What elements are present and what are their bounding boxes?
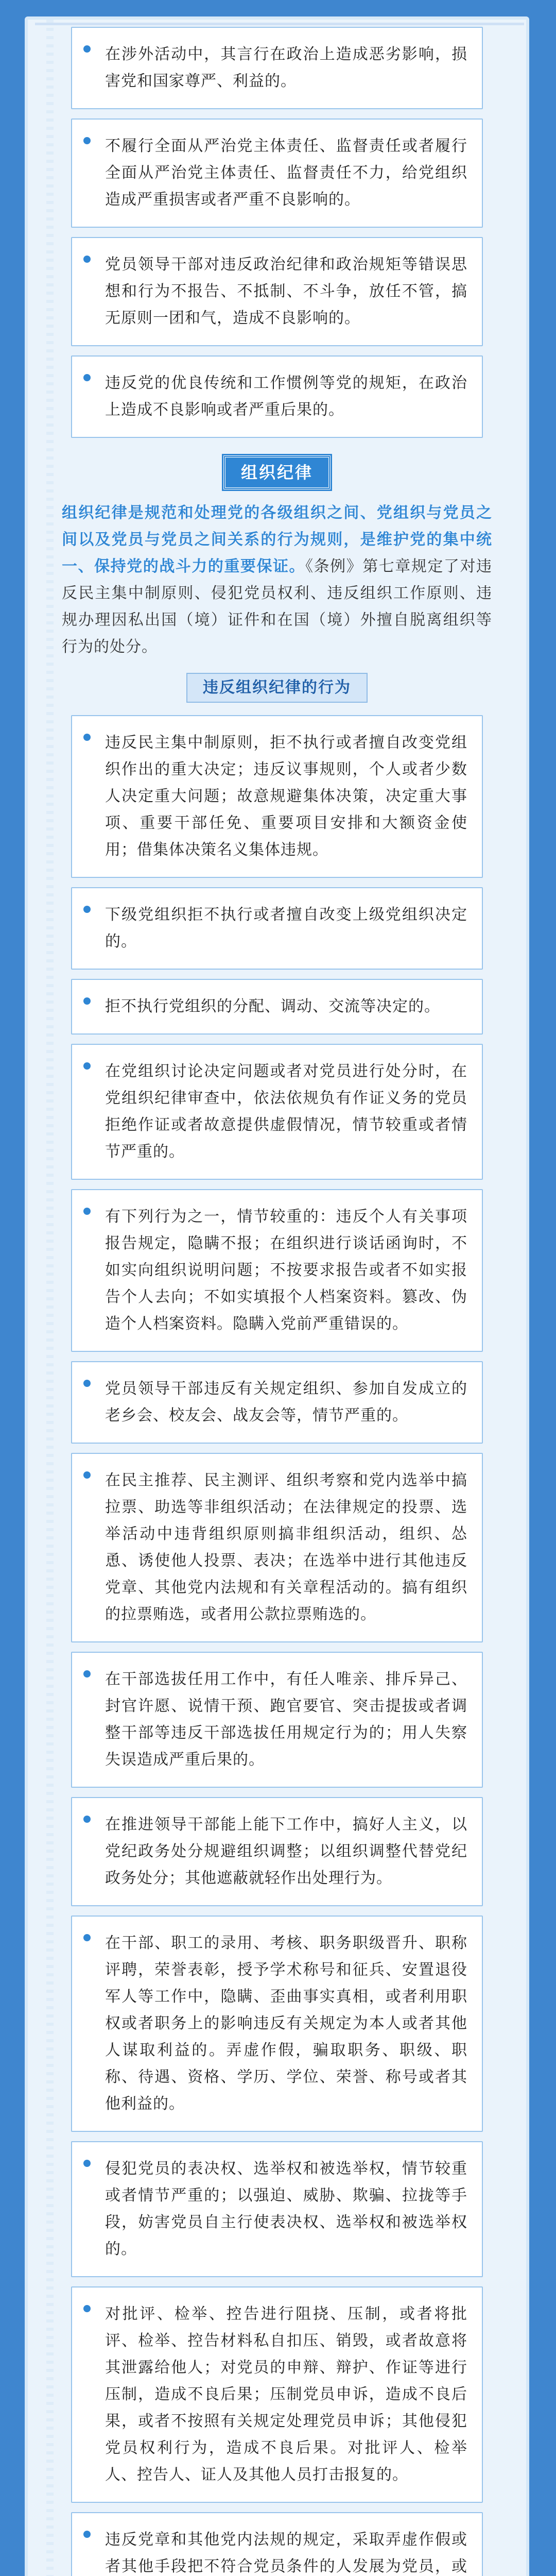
- item-text: 拒不执行党组织的分配、调动、交流等决定的。: [105, 997, 440, 1015]
- list-item: [71, 1652, 483, 1788]
- item-text: 在涉外活动中，其言行在政治上造成恶劣影响，损害党和国家尊严、利益的。: [105, 45, 467, 90]
- item-text: 不履行全面从严治党主体责任、监督责任或者履行全面从严治党主体责任、监督责任不力，给党组织造成严重损害或者严重不良影响的。: [105, 137, 467, 209]
- list-item: [71, 237, 483, 346]
- list-item: [71, 1044, 483, 1180]
- list-item: [71, 715, 483, 878]
- item-text: 侵犯党员的表决权、选举权和被选举权，情节较重或者情节严重的；以强迫、威胁、欺骗、拉拢等手段，妨害党员自主行使表决权、选举权和被选举权的。: [105, 2160, 467, 2258]
- item-text: 违反民主集中制原则，拒不执行或者擅自改变党组织作出的重大决定；违反议事规则，个人或者少数人决定重大问题；故意规避集体决策，决定重大事项、重要干部任免、重要项目安排和大额资金使用；借集体决策名义集体违规。: [105, 734, 467, 859]
- list-item: [71, 2286, 483, 2503]
- intro-text: 《条例》第七章规定了对违反民主集中制原则、侵犯党员权利、违反组织工作原则、违规办理因私出国（境）证件和在国（境）外擅自脱离组织等行为的处分。: [62, 557, 493, 656]
- intro-highlight: 组织纪律是规范和处理党的各级组织之间、党组织与党员之间以及党员与党员之间关系的行为规则，是维护党的集中统一、保持党的战斗力的重要保证。: [62, 504, 492, 575]
- item-text: 在民主推荐、民主测评、组织考察和党内选举中搞拉票、助选等非组织活动；在法律规定的投票、选举活动中违背组织原则搞非组织活动，组织、怂恿、诱使他人投票、表决；在选举中进行其他违反党章、其他党内法规和有关章程活动的。搞有组织的拉票贿选，或者用公款拉票贿选的。: [105, 1471, 467, 1623]
- list-item: [71, 2512, 483, 2576]
- list-item: [71, 1189, 483, 1352]
- item-text: 对批评、检举、控告进行阻挠、压制，或者将批评、检举、控告材料私自扣压、销毁，或者故意将其泄露给他人；对党员的申辩、辩护、作证等进行压制，造成不良后果；压制党员申诉，造成不良后果，或者不按照有关规定处理党员申诉；其他侵犯党员权利行为，造成不良后果。对批评人、检举人、控告人、证人及其他人员打击报复的。: [105, 2305, 467, 2484]
- section-intro: [62, 500, 492, 660]
- item-text: 党员领导干部对违反政治纪律和政治规矩等错误思想和行为不报告、不抵制、不斗争，放任不管，搞无原则一团和气，造成不良影响的。: [105, 256, 467, 327]
- list-item: [71, 118, 483, 228]
- item-text: 在干部选拔任用工作中，有任人唯亲、排斥异己、封官许愿、说情干预、跑官要官、突击提拔或者调整干部等违反干部选拔任用规定行为的；用人失察失误造成严重后果的。: [105, 1670, 467, 1769]
- list-item: [71, 1361, 483, 1444]
- decorative-stripe: [46, 20, 54, 2576]
- list-item: [71, 887, 483, 970]
- section-header: [28, 455, 526, 489]
- item-text: 在党组织讨论决定问题或者对党员进行处分时，在党组织纪律审查中，依法依规负有作证义务的党员拒绝作证或者故意提供虚假情况，情节较重或者情节严重的。: [105, 1062, 467, 1161]
- content-panel: [25, 16, 529, 2576]
- item-text: 违反党章和其他党内法规的规定，采取弄虚作假或者其他手段把不符合党员条件的人发展为党员，或: [105, 2531, 467, 2575]
- item-text: 在推进领导干部能上能下工作中，搞好人主义，以党纪政务处分规避组织调整；以组织调整代替党纪政务处分；其他遮蔽就轻作出处理行为。: [105, 1816, 467, 1887]
- list-item: [71, 27, 483, 109]
- list-item: [71, 1797, 483, 1906]
- item-text: 违反党的优良传统和工作惯例等党的规矩，在政治上造成不良影响或者严重后果的。: [105, 374, 467, 419]
- item-text: 有下列行为之一，情节较重的：违反个人有关事项报告规定，隐瞒不报；在组织进行谈话函询时，不如实向组织说明问题；不按要求报告或者不如实报告个人去向；不如实填报个人档案资料。篡改、伪造个人档案资料。隐瞒入党前严重错误的。: [105, 1208, 467, 1333]
- item-text: 党员领导干部违反有关规定组织、参加自发成立的老乡会、校友会、战友会等，情节严重的。: [105, 1380, 467, 1425]
- item-text: 下级党组织拒不执行或者擅自改变上级党组织决定的。: [105, 906, 467, 951]
- section-title: 组织纪律: [223, 455, 331, 489]
- list-item: [71, 1453, 483, 1642]
- list-item: [71, 355, 483, 438]
- subsection-title: 违反组织纪律的行为: [186, 673, 368, 703]
- item-text: 在干部、职工的录用、考核、职务职级晋升、职称评聘，荣誉表彰，授予学术称号和征兵、安置退役军人等工作中，隐瞒、歪曲事实真相，或者利用职权或者职务上的影响违反有关规定为本人或者其他人谋取利益的。弄虚作假，骗取职务、职级、职称、待遇、资格、学历、学位、荣誉、称号或者其他利益的。: [105, 1934, 467, 2113]
- list-item: [71, 979, 483, 1035]
- subsection-header: [28, 673, 526, 703]
- list-item: [71, 2141, 483, 2277]
- list-item: [71, 1916, 483, 2132]
